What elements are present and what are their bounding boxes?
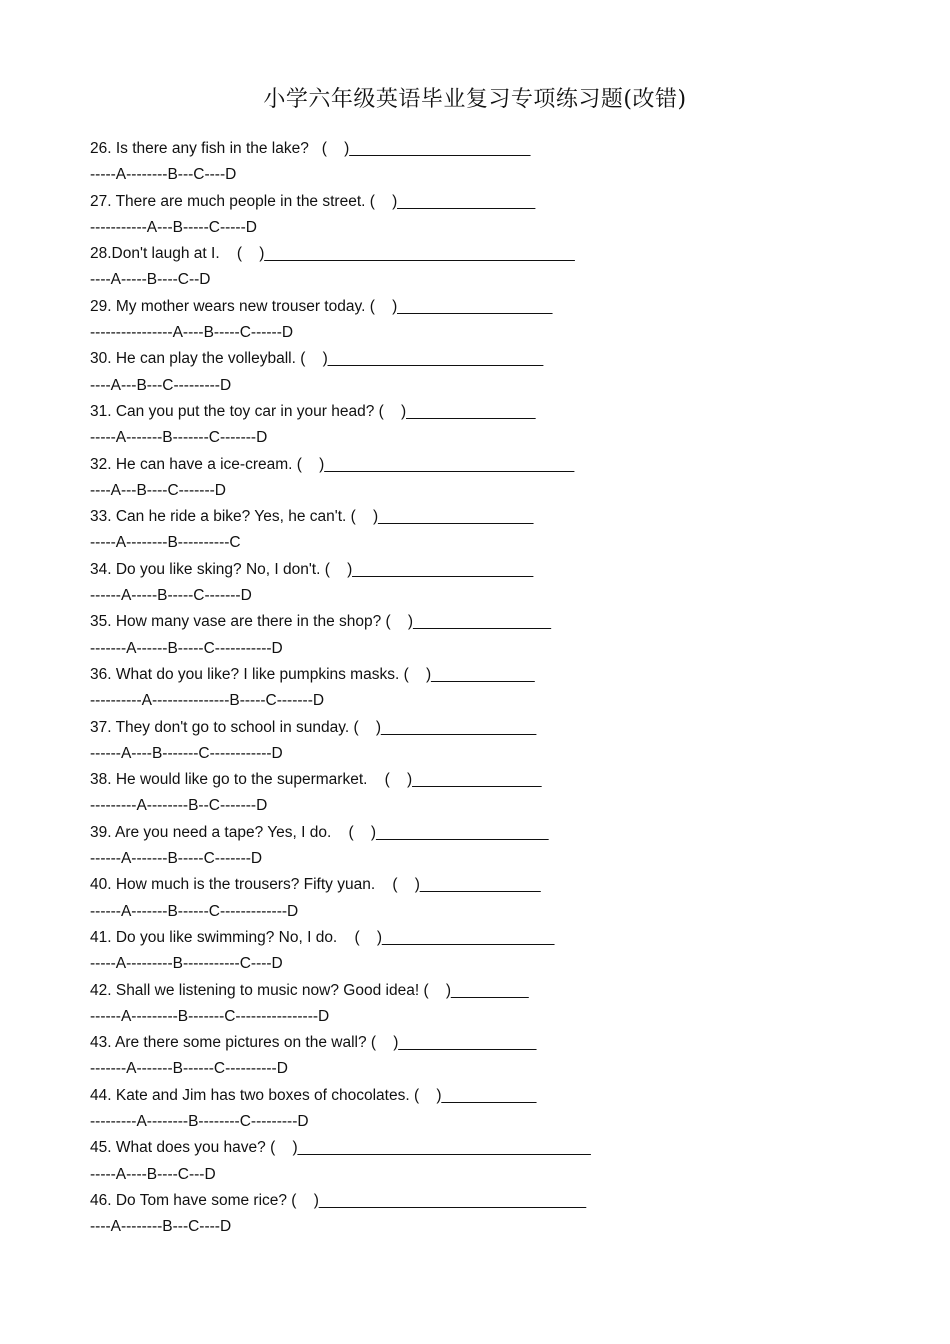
question-item [90,820,910,873]
question-text: 32. He can have a ice-cream. ( )_____________________________ [90,455,575,473]
question-item [90,925,910,978]
question-item [90,978,910,1031]
question-item [90,767,910,820]
question-text: 46. Do Tom have some rice? ( )_______________________________ [90,1191,587,1209]
error-marker-line: -----A----B----C---D [90,1165,216,1183]
question-text: 26. Is there any fish in the lake? ( )_____________________ [90,140,531,157]
page-title: 小学六年级英语毕业复习专项练习题(改错) [263,87,687,112]
error-marker-line: ---------A--------B--C-------D [90,797,268,815]
error-marker-line: ----------A---------------B-----C-------D [90,692,325,710]
question-text: 30. He can play the volleyball. ( )_________________________ [90,350,544,368]
question-text: 27. There are much people in the street. ( )________________ [90,192,536,210]
error-marker-line: -----A---------B-----------C----D [90,955,283,973]
error-marker-line: -------A------B-----C-----------D [90,639,283,657]
error-marker-line: ----A---B----C-------D [90,481,226,499]
error-marker-line: ------A-----B-----C-------D [90,587,252,605]
question-text: 38. He would like go to the supermarket. ( )_______________ [90,771,542,789]
question-item [90,609,910,662]
error-marker-line: ----A-----B----C--D [90,271,211,289]
question-item [90,662,910,715]
question-item [90,189,910,242]
question-item [90,452,910,505]
question-text: 28.Don't laugh at I. ( )____________________________________ [90,245,575,263]
error-marker-line: -------A-------B------C----------D [90,1060,288,1078]
question-item [90,504,910,557]
error-marker-line: ------A----B-------C------------D [90,744,283,762]
question-item [90,1030,910,1083]
error-marker-line: ------A-------B------C-------------D [90,902,299,920]
question-item [90,241,910,294]
question-text: 29. My mother wears new trouser today. ( )__________________ [90,297,553,315]
question-text: 42. Shall we listening to music now? Good idea! ( )_________ [90,981,529,999]
question-item [90,872,910,925]
error-marker-line: -----A-------B-------C-------D [90,429,268,447]
question-item [90,557,910,610]
question-text: 33. Can he ride a bike? Yes, he can't. ( )__________________ [90,508,534,526]
error-marker-line: ----A--------B---C----D [90,1218,232,1236]
question-item [90,136,910,189]
question-text: 44. Kate and Jim has two boxes of chocolates. ( )___________ [90,1086,537,1104]
question-text: 45. What does you have? ( )__________________________________ [90,1139,591,1157]
question-text: 36. What do you like? I like pumpkins masks. ( )____________ [90,665,535,683]
question-item [90,294,910,347]
question-item [90,346,910,399]
error-marker-line: ----A---B---C---------D [90,376,232,394]
error-marker-line: ------A-------B-----C-------D [90,850,263,868]
question-item [90,399,910,452]
question-text: 43. Are there some pictures on the wall? ( )________________ [90,1034,537,1052]
question-text: 35. How many vase are there in the shop? ( )________________ [90,613,552,631]
question-text: 34. Do you like sking? No, I don't. ( )_____________________ [90,560,534,578]
question-item [90,1135,910,1188]
question-list [90,136,910,1240]
error-marker-line: -----------A---B-----C-----D [90,218,257,236]
question-text: 41. Do you like swimming? No, I do. ( )____________________ [90,928,555,946]
error-marker-line: ----------------A----B-----C------D [90,324,294,342]
error-marker-line: -----A--------B----------C [90,534,241,552]
question-text: 39. Are you need a tape? Yes, I do. ( )____________________ [90,823,549,841]
question-item [90,1083,910,1136]
question-text: 40. How much is the trousers? Fifty yuan. ( )______________ [90,876,541,894]
error-marker-line: ------A---------B-------C----------------D [90,1007,330,1025]
question-text: 31. Can you put the toy car in your head? ( )_______________ [90,402,536,420]
question-item [90,1188,910,1241]
error-marker-line: -----A--------B---C----D [90,166,237,184]
question-item [90,715,910,768]
question-text: 37. They don't go to school in sunday. ( )__________________ [90,718,537,736]
error-marker-line: ---------A--------B--------C---------D [90,1112,309,1130]
